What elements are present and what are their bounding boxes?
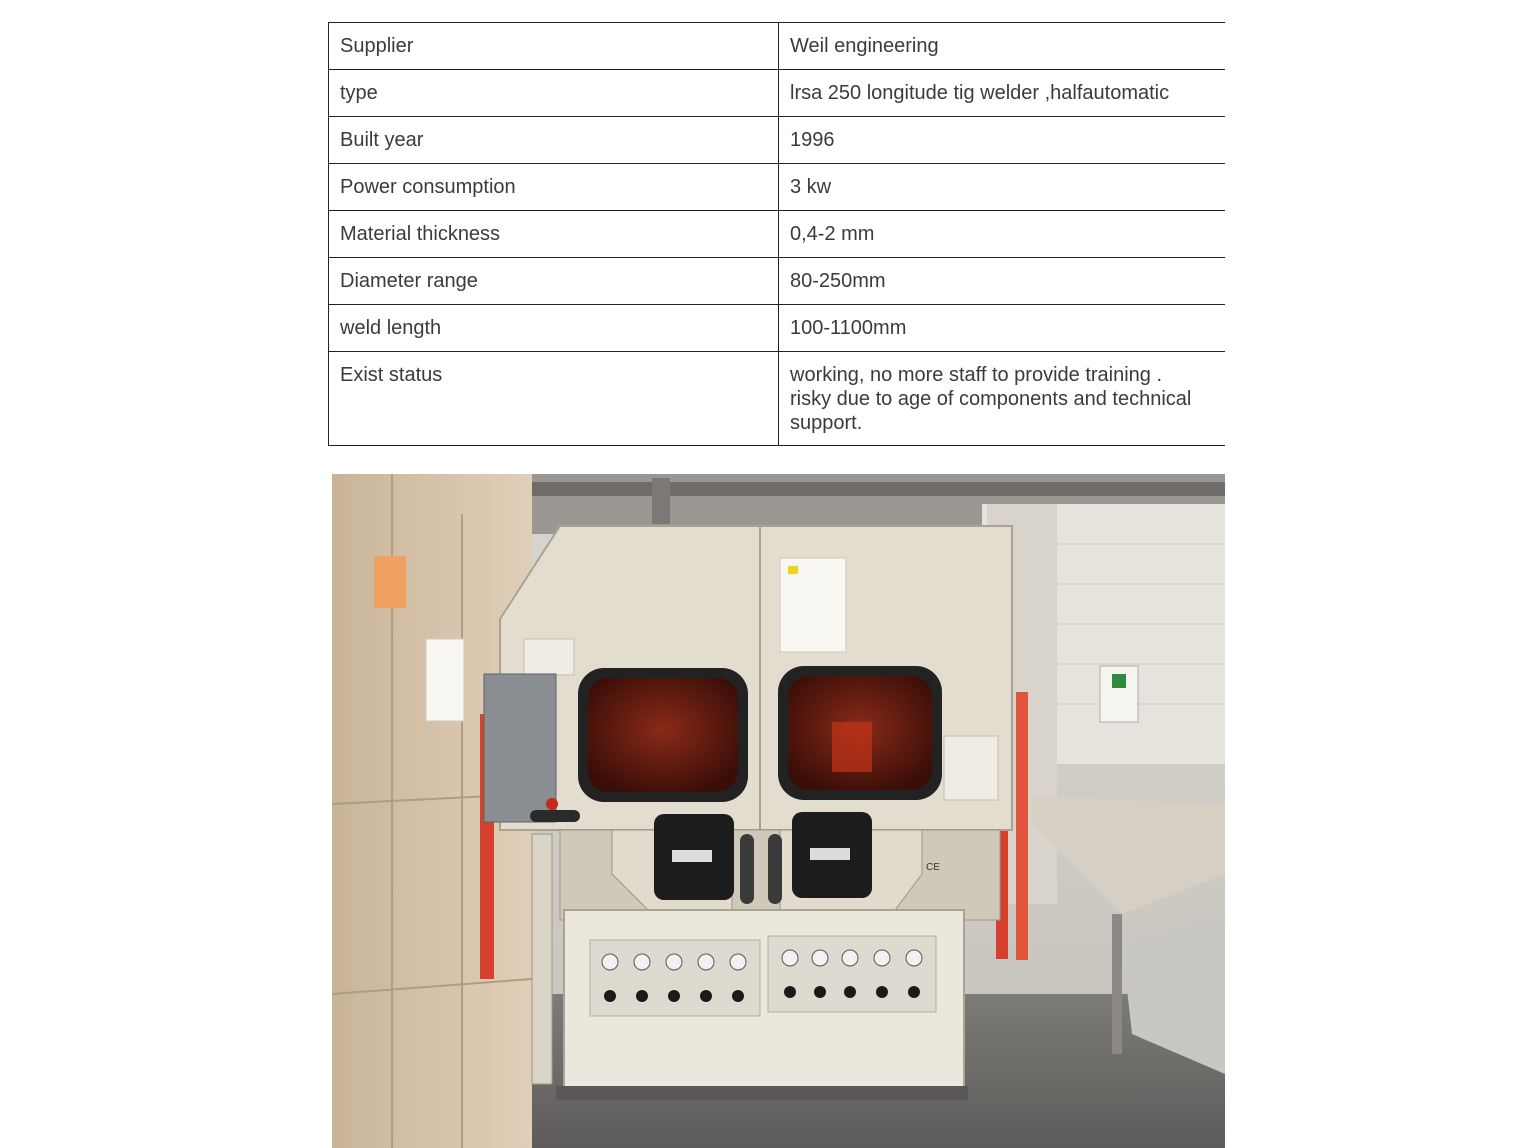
spec-label: Material thickness xyxy=(329,211,779,258)
spec-label: Power consumption xyxy=(329,164,779,211)
safety-post-right-b xyxy=(1016,692,1028,960)
machine-photo xyxy=(332,474,1225,1148)
spec-value: 3 kw xyxy=(779,164,1226,211)
orange-label xyxy=(374,556,406,608)
data-plate xyxy=(944,736,998,800)
housing-label xyxy=(524,639,574,675)
side-rail xyxy=(532,834,552,1084)
table-leg xyxy=(1112,914,1122,1054)
machine-base xyxy=(556,1086,968,1100)
gauge-panel-left xyxy=(590,940,760,1016)
spec-label: type xyxy=(329,70,779,117)
status-line: working, no more staff to provide training . xyxy=(790,364,1163,386)
spec-label: Built year xyxy=(329,117,779,164)
status-line: support. xyxy=(790,412,863,434)
box-label xyxy=(426,639,464,721)
spec-value: lrsa 250 longitude tig welder ,halfautomatic xyxy=(779,70,1226,117)
control-handle xyxy=(530,810,580,822)
spec-label: Exist status xyxy=(329,352,779,446)
spec-value: 0,4-2 mm xyxy=(779,211,1226,258)
spec-value: 100-1100mm xyxy=(779,305,1226,352)
table-row xyxy=(329,305,1226,352)
spec-value: 80-250mm xyxy=(779,258,1226,305)
spec-label: Diameter range xyxy=(329,258,779,305)
roller xyxy=(740,834,754,904)
table-row xyxy=(329,117,1226,164)
overhead-pipe xyxy=(412,482,1225,496)
table-row xyxy=(329,258,1226,305)
control-box xyxy=(484,674,556,822)
spec-value-status xyxy=(779,352,1226,446)
table-row xyxy=(329,211,1226,258)
table-row xyxy=(329,164,1226,211)
spec-label: Supplier xyxy=(329,23,779,70)
sheet-logo xyxy=(788,566,798,574)
status-line: risky due to age of components and technical xyxy=(790,388,1192,410)
spec-value: 1996 xyxy=(779,117,1226,164)
table-row xyxy=(329,23,1226,70)
viewing-window-left xyxy=(588,678,738,792)
spec-value: Weil engineering xyxy=(779,23,1226,70)
roller xyxy=(768,834,782,904)
spec-label: weld length xyxy=(329,305,779,352)
gauge-panel-right xyxy=(768,936,936,1012)
ce-mark: CE xyxy=(926,862,940,873)
emergency-stop-icon xyxy=(546,798,558,810)
table-row xyxy=(329,352,1226,446)
table-row xyxy=(329,70,1226,117)
first-aid-icon xyxy=(1112,674,1126,688)
pipe-drop xyxy=(652,478,670,524)
spec-table xyxy=(328,22,1225,446)
